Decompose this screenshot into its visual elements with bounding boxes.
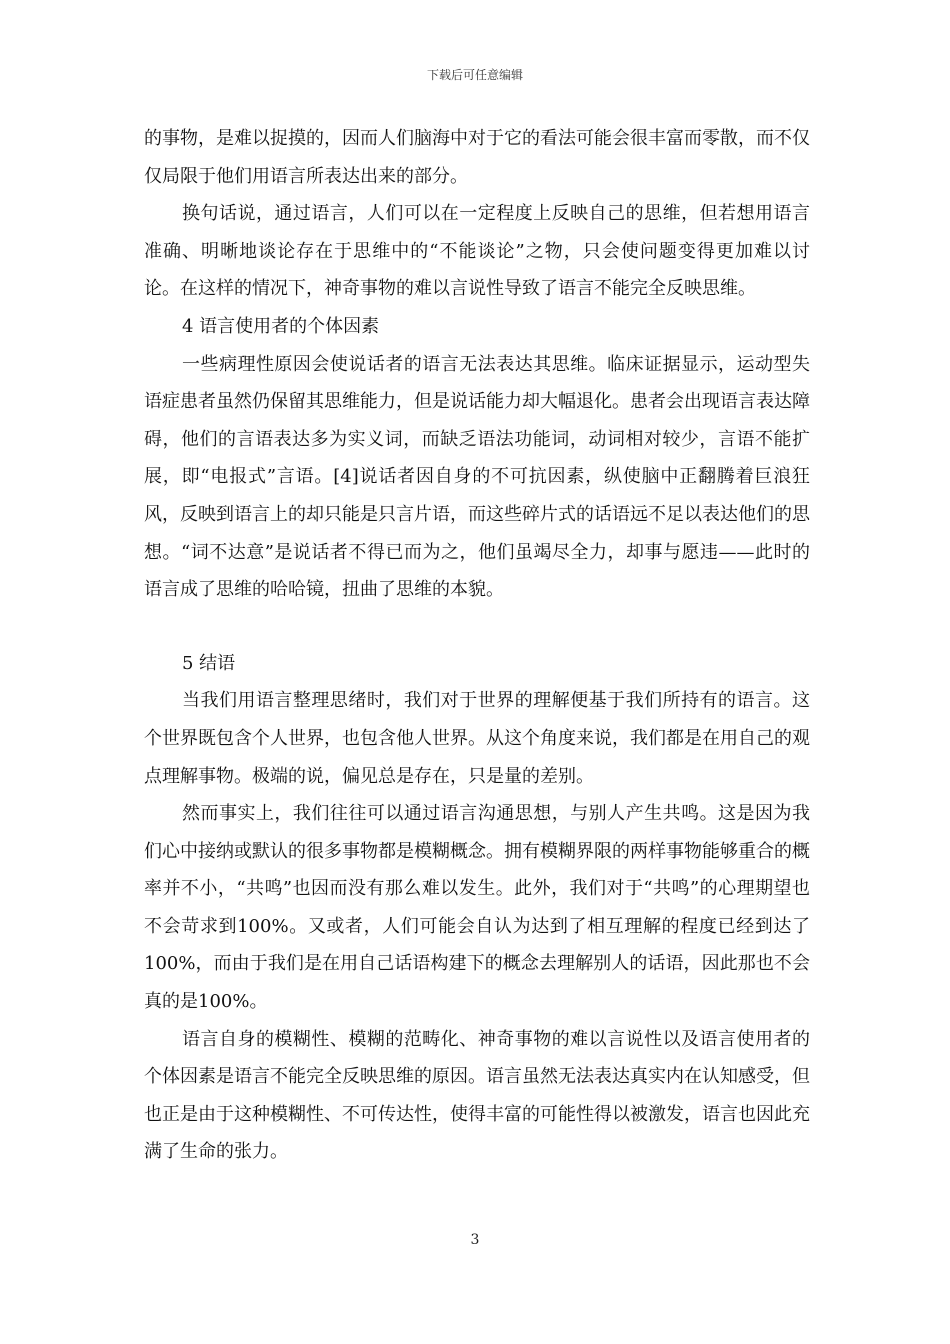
paragraph-conclusion-3: 语言自身的模糊性、模糊的范畴化、神奇事物的难以言说性以及语言使用者的个体因素是语言不能完全反映思维的原因。语言虽然无法表达真实内在认知感受，但也正是由于这种模糊性、不可传达性，使得丰富的可能性得以被激发，语言也因此充满了生命的张力。 [144,1028,810,1163]
document-body [144,120,810,1171]
paragraph-in-other-words: 换句话说，通过语言，人们可以在一定程度上反映自己的思维，但若想用语言准确、明晰地谈论存在于思维中的“不能谈论”之物，只会使问题变得更加难以讨论。在这样的情况下，神奇事物的难以言说性导致了语言不能完全反映思维。 [144,203,810,300]
page-header: 下载后可任意编辑 [426,68,523,82]
section-spacer [144,609,810,645]
section-heading-4: 4 语言使用者的个体因素 [182,315,380,337]
paragraph-continuation: 的事物，是难以捉摸的，因而人们脑海中对于它的看法可能会很丰富而零散，而不仅仅局限于他们用语言所表达出来的部分。 [144,128,810,187]
paragraph-conclusion-1: 当我们用语言整理思绪时，我们对于世界的理解便基于我们所持有的语言。这个世界既包含个人世界，也包含他人世界。从这个角度来说，我们都是在用自己的观点理解事物。极端的说，偏见总是存在，只是量的差别。 [144,690,810,787]
paragraph-conclusion-2: 然而事实上，我们往往可以通过语言沟通思想，与别人产生共鸣。这是因为我们心中接纳或默认的很多事物都是模糊概念。拥有模糊界限的两样事物能够重合的概率并不小，“共鸣”也因而没有那么难以发生。此外，我们对于“共鸣”的心理期望也不会苛求到100%。又或者，人们可能会自认为达到了相互理解的程度已经到达了100%，而由于我们是在用自己话语构建下的概念去理解别人的话语，因此那也不会真的是100%。 [144,803,810,1013]
paragraph-pathology: 一些病理性原因会使说话者的语言无法表达其思维。临床证据显示，运动型失语症患者虽然仍保留其思维能力，但是说话能力却大幅退化。患者会出现语言表达障碍，他们的言语表达多为实义词，而缺乏语法功能词，动词相对较少，言语不能扩展，即“电报式”言语。[4]说话者因自身的不可抗因素，纵使脑中正翻腾着巨浪狂风，反映到语言上的却只能是只言片语，而这些碎片式的话语远不足以表达他们的思想。“词不达意”是说话者不得已而为之，他们虽竭尽全力，却事与愿违——此时的语言成了思维的哈哈镜，扭曲了思维的本貌。 [144,353,810,601]
page-number: 3 [470,1232,480,1248]
section-heading-5: 5 结语 [182,652,236,674]
